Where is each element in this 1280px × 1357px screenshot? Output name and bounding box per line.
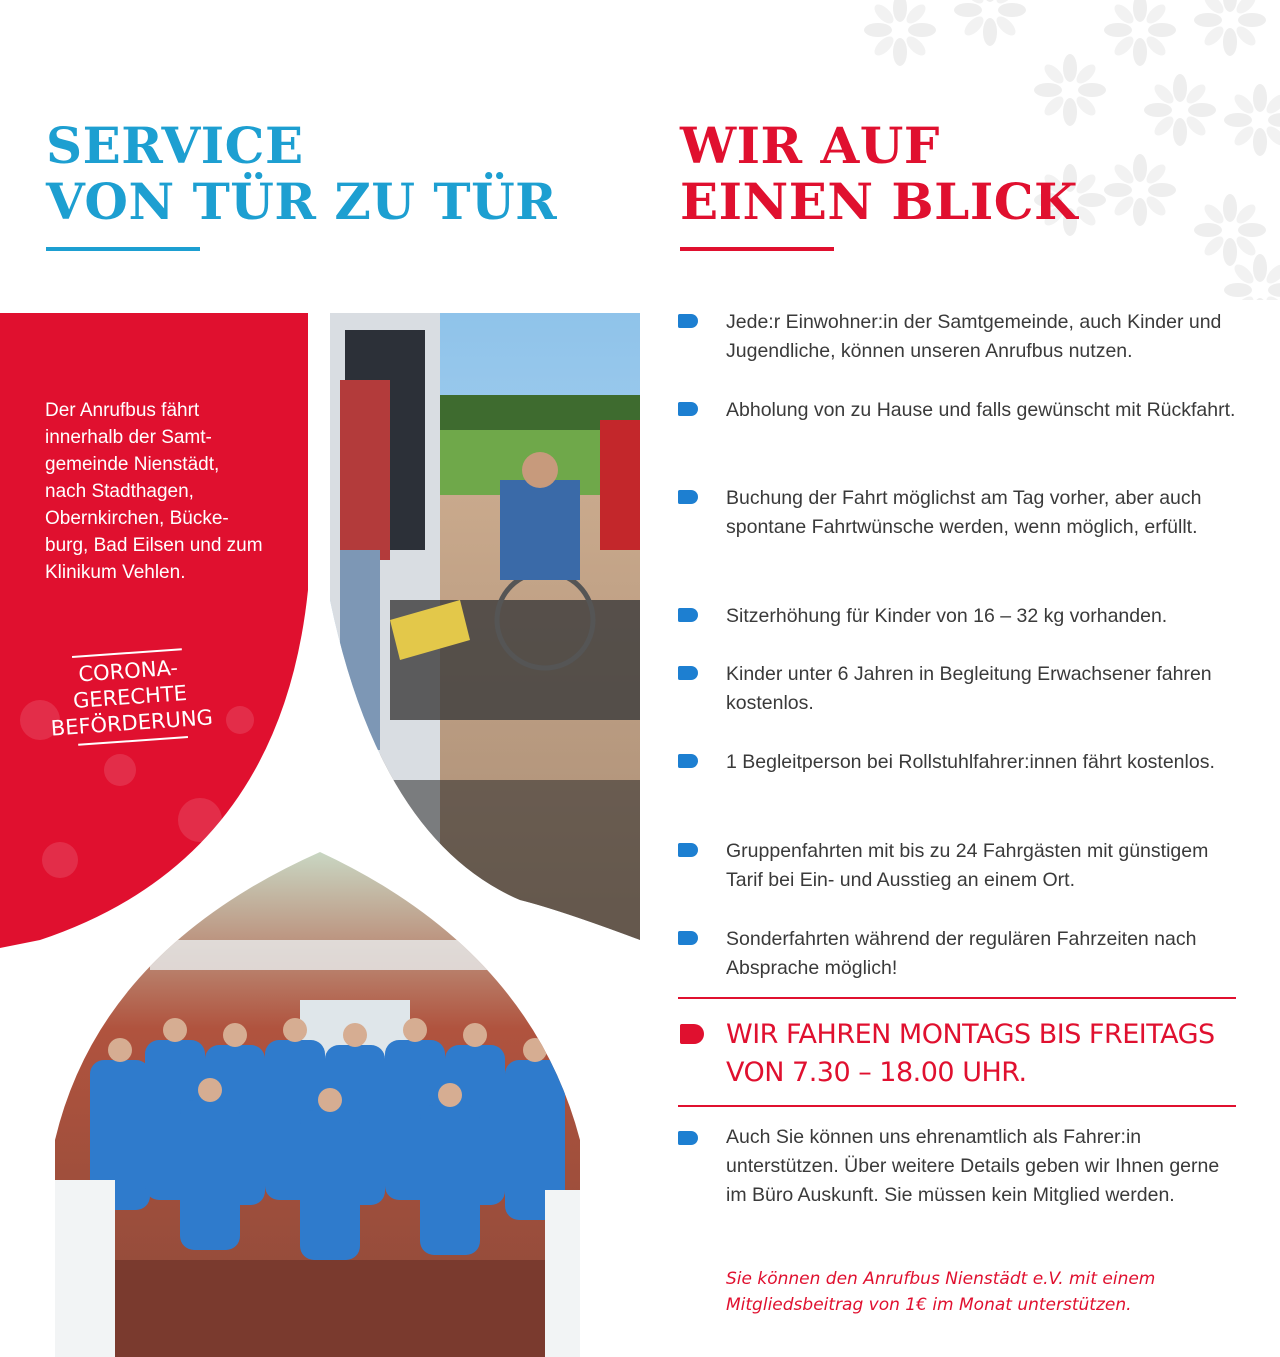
list-item-text: Sonderfahrten während der regulären Fahrzeiten nach Absprache möglich! xyxy=(726,928,1197,979)
divider xyxy=(678,1105,1236,1107)
bullet-icon xyxy=(678,666,698,680)
hours-line: WIR FAHREN MONTAGS BIS FREITAGS xyxy=(726,1019,1215,1050)
bullet-icon xyxy=(678,843,698,857)
title-line: WIR AUF xyxy=(680,116,940,175)
section-title-service xyxy=(46,118,557,230)
bullet-icon xyxy=(678,608,698,622)
list-item-text: 1 Begleitperson bei Rollstuhlfahrer:innen fährt kostenlos. xyxy=(726,751,1215,773)
bullet-icon xyxy=(678,314,698,328)
badge-line: GERECHTE xyxy=(72,681,188,713)
badge-line: BEFÖRDERUNG xyxy=(50,705,214,741)
list-item-text: Buchung der Fahrt möglichst am Tag vorher, aber auch spontane Fahrtwünsche werden, wenn möglich, erfüllt. xyxy=(726,487,1202,538)
intro-paragraph: Der Anrufbus fährt innerhalb der Samt-gemeinde Nienstädt, nach Stadthagen, Obernkirchen, Bücke-burg, Bad Eilsen und zum Klinikum Vehlen. xyxy=(45,400,263,583)
bullet-icon xyxy=(680,1024,704,1044)
list-item-text: Gruppenfahrten mit bis zu 24 Fahrgästen mit günstigem Tarif bei Ein- und Ausstieg an einem Ort. xyxy=(726,840,1209,891)
title-line: SERVICE xyxy=(46,116,304,175)
operating-hours xyxy=(726,1016,1226,1092)
photo-driver-group xyxy=(55,850,580,1357)
list-item-text: Sitzerhöhung für Kinder von 16 – 32 kg vorhanden. xyxy=(726,605,1168,627)
list-item-text: Abholung von zu Hause und falls gewünscht mit Rückfahrt. xyxy=(726,399,1236,421)
title-underline xyxy=(680,247,834,251)
volunteer-paragraph: Auch Sie können uns ehrenamtlich als Fahrer:in unterstützen. Über weitere Details geben wir Ihnen gerne im Büro Auskunft. Sie müssen kein Mitglied werden. xyxy=(726,1126,1220,1206)
title-line: EINEN BLICK xyxy=(680,172,1078,231)
badge-line: CORONA- xyxy=(77,655,179,687)
divider xyxy=(678,997,1236,999)
membership-note: Sie können den Anrufbus Nienstädt e.V. mit einem Mitgliedsbeitrag von 1€ im Monat unterstützen. xyxy=(726,1269,1156,1315)
hours-line: VON 7.30 – 18.00 UHR. xyxy=(726,1057,1027,1088)
section-title-overview xyxy=(680,118,1078,230)
bullet-icon xyxy=(678,1131,698,1145)
bullet-icon xyxy=(678,754,698,768)
list-item-text: Jede:r Einwohner:in der Samtgemeinde, auch Kinder und Jugendliche, können unseren Anrufbus nutzen. xyxy=(726,311,1222,362)
bullet-icon xyxy=(678,931,698,945)
list-item-text: Kinder unter 6 Jahren in Begleitung Erwachsener fahren kostenlos. xyxy=(726,663,1212,714)
title-line: VON TÜR ZU TÜR xyxy=(46,172,558,231)
corona-badge xyxy=(37,642,223,752)
bullet-icon xyxy=(678,402,698,416)
photo-wheelchair-lift xyxy=(330,313,640,960)
bullet-icon xyxy=(678,490,698,504)
title-underline xyxy=(46,247,200,251)
